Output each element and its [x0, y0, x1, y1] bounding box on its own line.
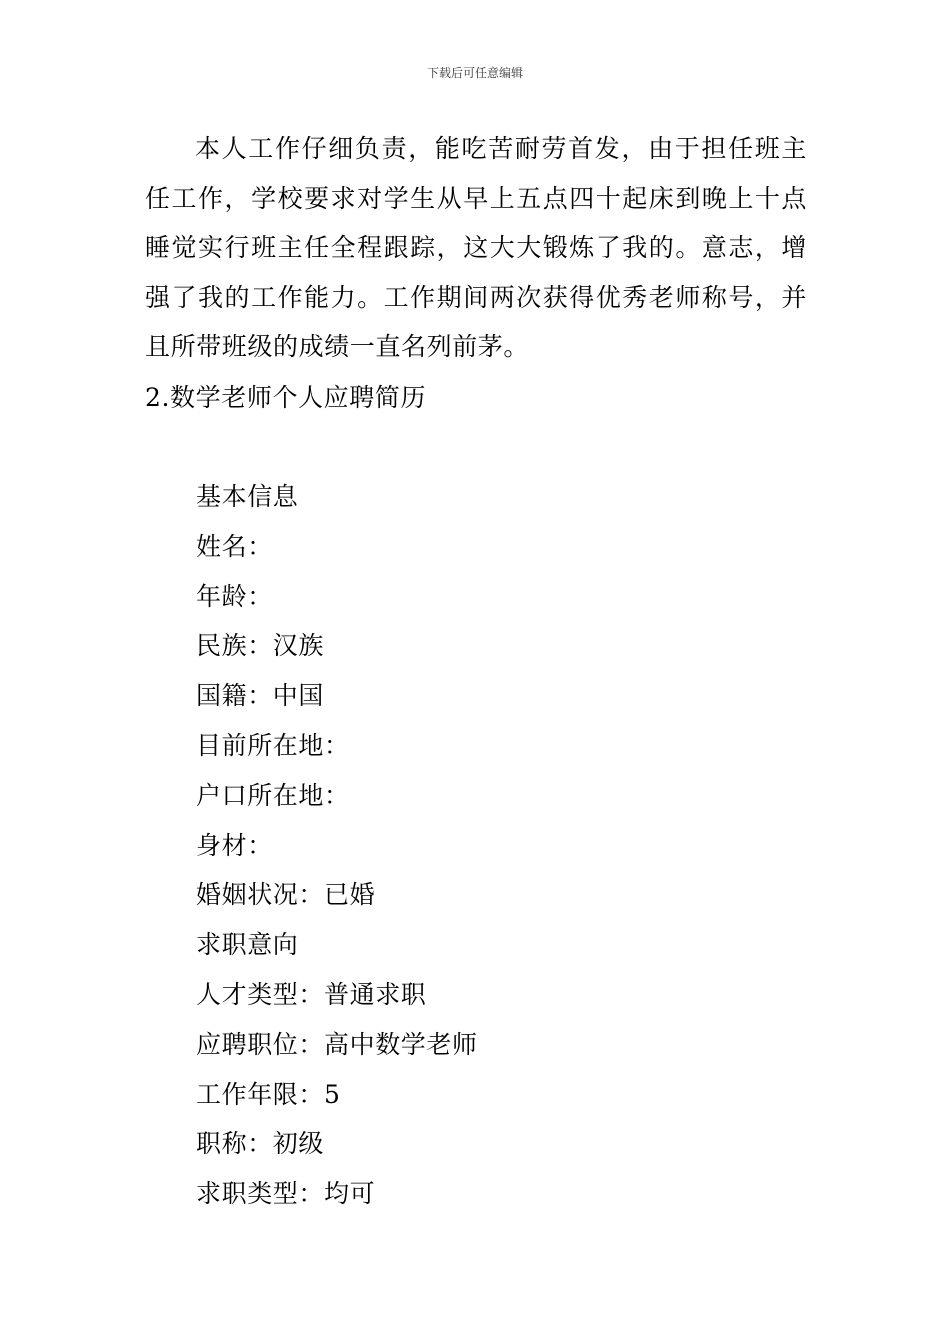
info-line-title: 职称：初级 [196, 1129, 325, 1159]
info-line-current-location: 目前所在地： [196, 730, 350, 760]
resume-info-list [196, 472, 478, 1219]
body-paragraph: 本人工作仔细负责，能吃苦耐劳首发，由于担任班主任工作，学校要求对学生从早上五点四十起床到晚上十点睡觉实行班主任全程跟踪，这大大锻炼了我的。意志，增强了我的工作能力。工作期间两次获得优秀老师称号，并且所带班级的成绩一直名列前茅。 [145, 134, 807, 361]
info-line-work-years: 工作年限：5 [196, 1079, 341, 1109]
info-line-position: 应聘职位：高中数学老师 [196, 1029, 478, 1059]
info-line-age: 年龄： [196, 581, 273, 611]
info-line-job-type: 求职类型：均可 [196, 1179, 376, 1209]
info-heading-job-intention: 求职意向 [196, 930, 299, 960]
info-line-registered-residence: 户口所在地： [196, 780, 350, 810]
info-line-name: 姓名： [196, 531, 273, 561]
info-line-marital-status: 婚姻状况：已婚 [196, 880, 376, 910]
info-line-talent-type: 人才类型：普通求职 [196, 979, 427, 1009]
info-line-physique: 身材： [196, 830, 273, 860]
info-line-ethnicity: 民族：汉族 [196, 631, 325, 661]
info-line-nationality: 国籍：中国 [196, 681, 325, 711]
header-note: 下载后可任意编辑 [426, 66, 523, 80]
info-heading-basic: 基本信息 [196, 482, 299, 511]
section-title: 2.数学老师个人应聘简历 [145, 383, 427, 412]
